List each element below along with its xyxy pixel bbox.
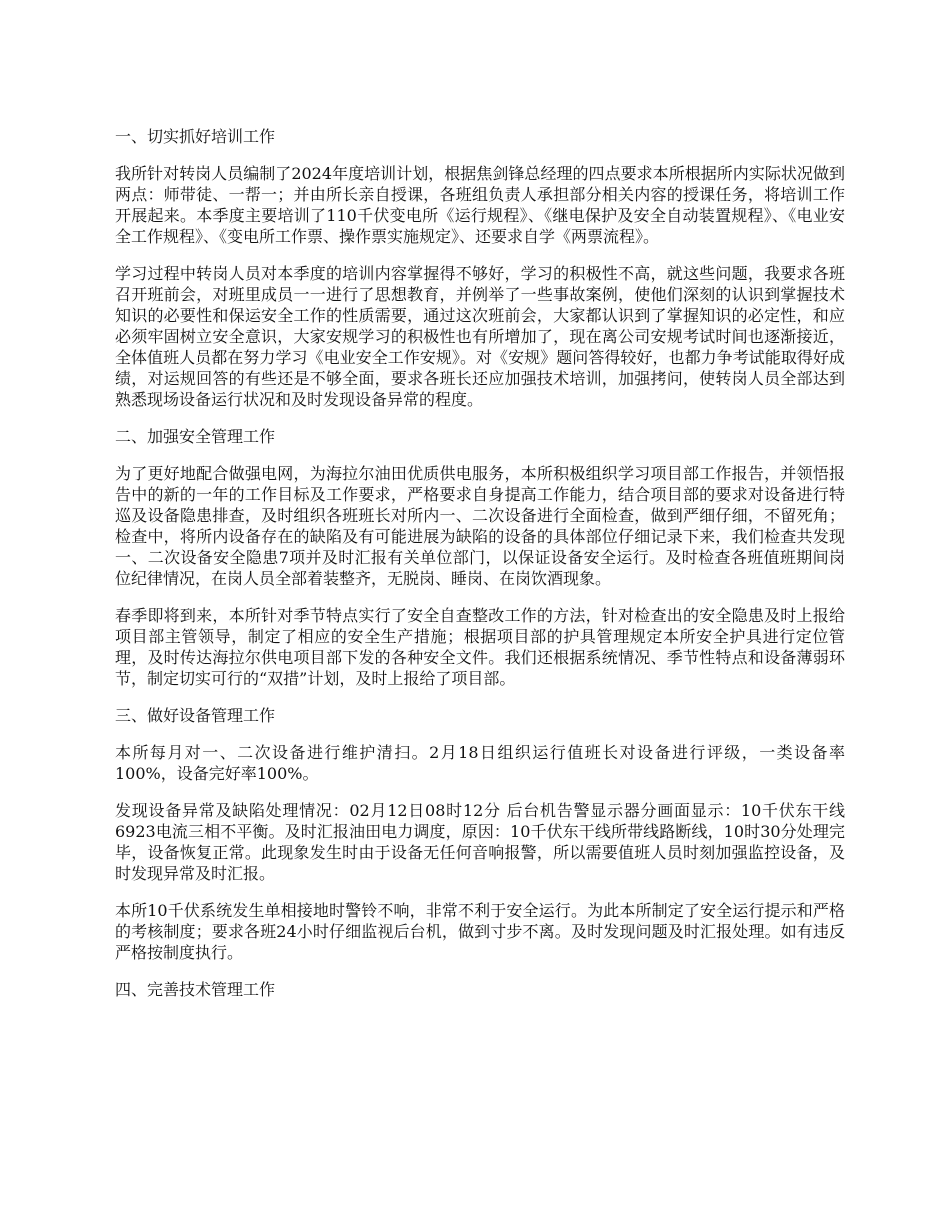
section-heading-technical: 四、完善技术管理工作	[115, 980, 276, 999]
paragraph-safety-spring: 春季即将到来，本所针对季节特点实行了安全自查整改工作的方法，针对检查出的安全隐患及时上报给项目部主管领导，制定了相应的安全生产措施；根据项目部的护具管理规定本所安全护具进行定位管理，及时传达海拉尔供电项目部下发的各种安全文件。我们还根据系统情况、季节性特点和设备薄弱环节，制定切实可行的“双措”计划，及时上报给了项目部。	[115, 606, 845, 688]
paragraph-equipment-fault: 发现设备异常及缺陷处理情况：02月12日08时12分 后台机告警显示器分画面显示：10千伏东干线6923电流三相不平衡。及时汇报油田电力调度，原因：10千伏东干线所带线路断线，10时30分处理完毕，设备恢复正常。此现象发生时由于设备无任何音响报警，所以需要值班人员时刻加强监控设备，及时发现异常及时汇报。	[115, 801, 845, 883]
paragraph-training-plan: 我所针对转岗人员编制了2024年度培训计划，根据焦剑锋总经理的四点要求本所根据所内实际状况做到两点：师带徒、一帮一；并由所长亲自授课，各班组负责人承担部分相关内容的授课任务，将培训工作开展起来。本季度主要培训了110千伏变电所《运行规程》、《继电保护及安全自动装置规程》、《电业安全工作规程》、《变电所工作票、操作票实施规定》、还要求自学《两票流程》。	[115, 164, 845, 246]
paragraph-safety-inspection: 为了更好地配合做强电网，为海拉尔油田优质供电服务，本所积极组织学习项目部工作报告，并领悟报告中的新的一年的工作目标及工作要求，严格要求自身提高工作能力，结合项目部的要求对设备进行特巡及设备隐患排查，及时组织各班班长对所内一、二次设备进行全面检查，做到严细仔细，不留死角；检查中，将所内设备存在的缺陷及有可能进展为缺陷的设备的具体部位仔细记录下来，我们检查共发现一、二次设备安全隐患7项并及时汇报有关单位部门，以保证设备安全运行。及时检查各班值班期间岗位纪律情况，在岗人员全部着装整齐，无脱岗、睡岗、在岗饮酒现象。	[115, 464, 845, 588]
section-heading-safety: 二、加强安全管理工作	[115, 427, 276, 446]
paragraph-training-study: 学习过程中转岗人员对本季度的培训内容掌握得不够好，学习的积极性不高，就这些问题，我要求各班召开班前会，对班里成员一一进行了思想教育，并例举了一些事故案例，使他们深刻的认识到掌握技术知识的必要性和保运安全工作的性质需要，通过这次班前会，大家都认识到了掌握知识的必定性，和应必须牢固树立安全意识，大家安规学习的积极性也有所增加了，现在离公司安规考试时间也逐渐接近，全体值班人员都在努力学习《电业安全工作安规》。对《安规》题问答得较好，也都力争考试能取得好成绩，对运规回答的有些还是不够全面，要求各班长还应加强技术培训，加强拷问，使转岗人员全部达到熟悉现场设备运行状况和及时发现设备异常的程度。	[115, 264, 845, 409]
paragraph-equipment-maintenance: 本所每月对一、二次设备进行维护清扫。2月18日组织运行值班长对设备进行评级，一类设备率100%，设备完好率100%。	[115, 743, 845, 783]
section-heading-equipment: 三、做好设备管理工作	[115, 706, 276, 725]
document-body	[115, 126, 845, 1016]
paragraph-equipment-grounding: 本所10千伏系统发生单相接地时警铃不响，非常不利于安全运行。为此本所制定了安全运行提示和严格的考核制度；要求各班24小时仔细监视后台机，做到寸步不离。及时发现问题及时汇报处理。如有违反严格按制度执行。	[115, 901, 845, 962]
section-heading-training: 一、切实抓好培训工作	[115, 127, 276, 146]
